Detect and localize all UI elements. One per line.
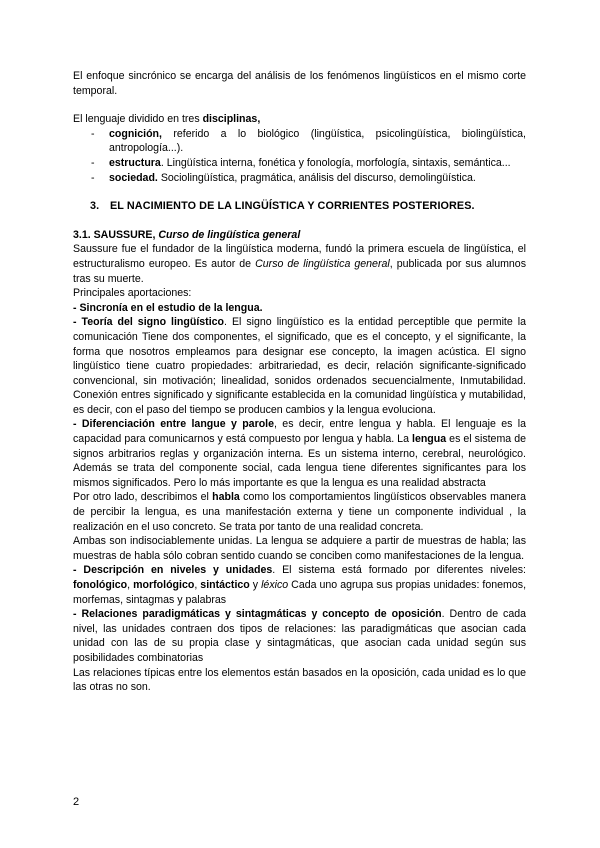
disciplines-intro: El lenguaje dividido en tres disciplinas, bbox=[73, 113, 261, 126]
page-body bbox=[73, 69, 526, 695]
list-item: - sociedad. Sociolingüística, pragmática, análisis del discurso, demolingüística. bbox=[91, 171, 476, 184]
ambas-paragraph: Ambas son indisociablemente unidas. La lengua se adquiere a partir de muestras de habla; las muestras de habla sólo cobran sentido cuando se conciben como manifestaciones de la lengua. bbox=[73, 535, 526, 562]
list-item: - estructura. Lingüística interna, fonética y fonología, morfología, sintaxis, semántica... bbox=[91, 156, 511, 169]
contribution-relations: - Relaciones paradigmáticas y sintagmáticas y concepto de oposición. Dentro de cada nivel, las unidades contraen dos tipos de relaciones: las paradigmáticas que asocian cada unidad con las de su propia clase y sintagmáticas, que asocian cada unidad según sus posibilidades combinatorias bbox=[73, 608, 527, 664]
contribution-langue-parole: - Diferenciación entre langue y parole, es decir, entre lengua y habla. El lenguaje es la capacidad para comunicarnos y está compuesto por lengua y habla. La lengua es el sistema de signos arbitrarios reglas y organización interna. Es un sistema interno, cerebral, neurológico. Además se trata del componente social, cada lengua tiene diferentes significantes para los mismos significados. Pero lo más importante es que la lengua es una realidad abstracta bbox=[73, 418, 526, 489]
contribution-sign: - Teoría del signo lingüístico. El signo lingüístico es la entidad perceptible que permite la comunicación Tiene dos componentes, el significado, que es el concepto, y el significante, la forma que nosotros empleamos para designar ese concepto, la imagen acústica. El signo lingüístico tiene cuatro propiedades: arbitrariedad, es decir, relación significante-significado convencional, sin motivación; linealidad, sonidos ordenados secuencialmente, Inmutabilidad. Conexión entres significado y significante establecida en la comunidad lingüística y mutabilidad, es decir, con el paso del tiempo se producen cambios y la lengua evoluciona. bbox=[73, 316, 526, 416]
disciplines-list bbox=[73, 127, 526, 185]
contributions-label: Principales aportaciones: bbox=[73, 287, 192, 300]
final-paragraph: Las relaciones típicas entre los elementos están basados en la oposición, cada unidad es lo que las otras no son. bbox=[73, 666, 526, 694]
contribution-levels: - Descripción en niveles y unidades. El sistema está formado por diferentes niveles: fonológico, morfológico, sintáctico y léxico Cada uno agrupa sus propias unidades: fonemos, morfemas, sintagmas y palabras bbox=[73, 564, 527, 606]
list-item: - cognición, referido a lo biológico (lingüística, psicolingüística, biolingüística, antropología...). bbox=[91, 127, 526, 155]
page-number: 2 bbox=[73, 796, 80, 808]
section-heading: 3. EL NACIMIENTO DE LA LINGÜÍSTICA Y CORRIENTES POSTERIORES. bbox=[90, 200, 475, 213]
contribution-synchrony: - Sincronía en el estudio de la lengua. bbox=[73, 301, 263, 314]
saussure-paragraph: Saussure fue el fundador de la lingüística moderna, fundó la primera escuela de lingüística, el estructuralismo europeo. Es autor de Curso de lingüística general, publicada por sus alumnos tras su muerte. bbox=[73, 243, 526, 285]
intro-paragraph: El enfoque sincrónico se encarga del análisis de los fenómenos lingüísticos en el mismo corte temporal. bbox=[73, 70, 526, 97]
subsection-heading: 3.1. SAUSSURE, Curso de lingüística general bbox=[73, 228, 301, 241]
habla-paragraph: Por otro lado, describimos el habla como los comportamientos lingüísticos observables manera de percibir la lengua, es una manifestación externa y tiene un componente individual , la realización en el uso concreto. Se trata por tanto de una realidad concreta. bbox=[73, 491, 526, 533]
